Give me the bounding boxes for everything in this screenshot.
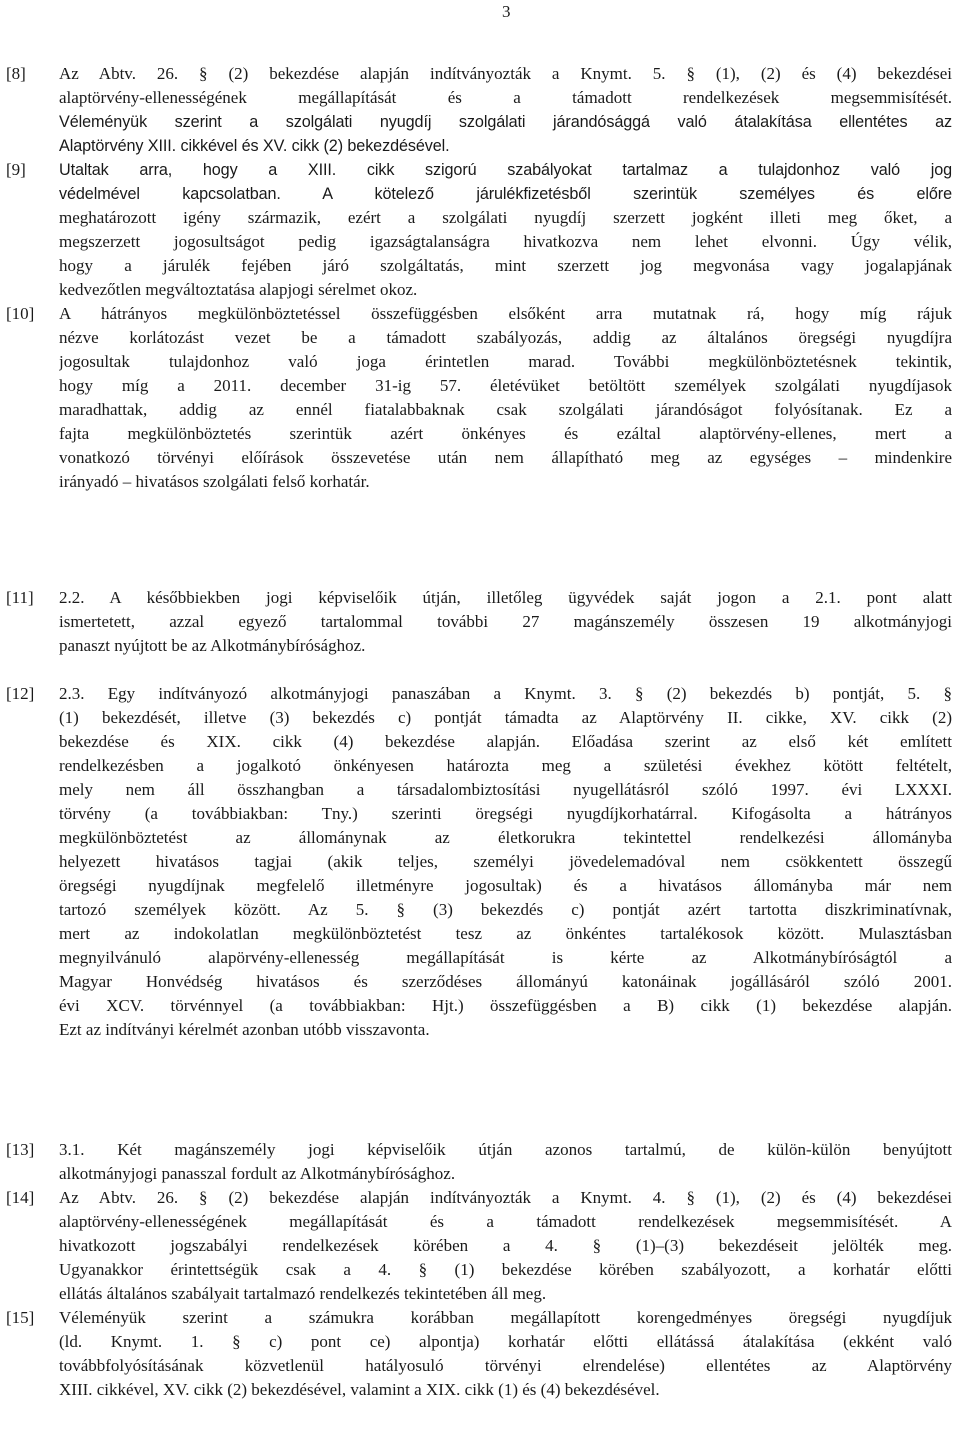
text-line: XIII. cikkével, XV. cikk (2) bekezdésével, valamint a XIX. cikk (1) és (4) bekezdésével. xyxy=(59,1380,660,1399)
paragraph-number: [13] xyxy=(6,1140,35,1159)
text-line: 2.2. A későbbiekben jogi képviselőik útján, illetőleg ügyvédek saját jogon a 2.1. pont alatt xyxy=(59,588,952,607)
text-line: Ugyanakkor érintettségük csak a 4. § (1) bekezdése körében szabályozott, a korhatár előtti xyxy=(59,1260,952,1279)
text-line: törvény (a továbbiakban: Tny.) szerinti öregségi nyugdíjkorhatárral. Kifogásolta a hátrányos xyxy=(59,804,952,823)
text-line: panaszt nyújtott be az Alkotmánybírósághoz. xyxy=(59,636,366,655)
text-line: helyezett hivatásos tagjai (akik teljes, személyi jövedelemadóval nem csökkentett összegű xyxy=(59,852,952,871)
text-line: Az Abtv. 26. § (2) bekezdése alapján indítványozták a Knymt. 5. § (1), (2) és (4) bekezdései xyxy=(59,64,952,83)
paragraph-number: [11] xyxy=(6,588,34,607)
paragraph-number: [15] xyxy=(6,1308,35,1327)
text-line: évi XCV. törvénnyel (a továbbiakban: Hjt.) összefüggésben a B) cikk (1) bekezdése alapján. xyxy=(59,996,952,1015)
text-line: ismertetett, azzal egyező tartalommal további 27 magánszemély összesen 19 alkotmányjogi xyxy=(59,612,952,631)
paragraph-text xyxy=(59,158,952,302)
text-line: A hátrányos megkülönböztetéssel összefüggésben elsőként arra mutatnak rá, hogy míg rájuk xyxy=(59,304,952,323)
text-line: meghatározott igény származik, ezért a szolgálati nyugdíj szerzett jogként illeti meg őket, a xyxy=(59,208,952,227)
paragraph-text xyxy=(59,586,952,658)
text-line: 2.3. Egy indítványozó alkotmányjogi panaszában a Knymt. 3. § (2) bekezdés b) pontját, 5. § xyxy=(59,684,952,703)
paragraph-number: [8] xyxy=(6,64,26,83)
paragraph-text xyxy=(59,302,952,494)
paragraph-text xyxy=(59,1306,952,1402)
text-line: Magyar Honvédség hivatásos és szerződéses állományú katonáinak jogállásáról szóló 2001. xyxy=(59,972,952,991)
paragraph-text xyxy=(59,1138,952,1186)
text-line: (ld. Knymt. 1. § c) pont ce) alpontja) korhatár előtti ellátássá átalakítása (ekként való xyxy=(59,1332,952,1351)
paragraph-number: [12] xyxy=(6,684,35,703)
text-line: 3.1. Két magánszemély jogi képviselőik útján azonos tartalmú, de külön-külön benyújtott xyxy=(59,1140,952,1159)
text-line: hogy míg a 2011. december 31-ig 57. életévüket betöltött személyek szolgálati nyugdíjasok xyxy=(59,376,952,395)
text-line: bekezdése és XIX. cikk (4) bekezdése alapján. Előadása szerint az első két említett xyxy=(59,732,952,751)
text-line: Utaltak arra, hogy a XIII. cikk szigorú szabályokat tartalmaz a tulajdonhoz való jog xyxy=(59,161,952,179)
paragraph-number: [9] xyxy=(6,160,26,179)
page-number: 3 xyxy=(502,2,511,21)
text-line: védelmével kapcsolatban. A kötelező járulékfizetésből szerintük személyes és előre xyxy=(59,185,952,203)
paragraph-number: [10] xyxy=(6,304,35,323)
text-line: megnyilvánuló alapörvény-ellenesség megállapítását is kérte az Alkotmánybíróságtól a xyxy=(59,948,952,967)
text-line: Ezt az indítványi kérelmét azonban utóbb visszavonta. xyxy=(59,1020,430,1039)
text-line: Véleményük szerint a szolgálati nyugdíj szolgálati járandósággá való átalakítása ellentétes az xyxy=(59,113,952,131)
text-line: fajta megkülönböztetés szerintük azért önkényes és ezáltal alaptörvény-ellenes, mert a xyxy=(59,424,952,443)
text-line: alkotmányjogi panasszal fordult az Alkotmánybírósághoz. xyxy=(59,1164,456,1183)
text-line: alaptörvény-ellenességének megállapítását és a támadott rendelkezések megsemmisítését. xyxy=(59,88,952,107)
text-line: ellátás általános szabályait tartalmazó rendelkezés tekintetében áll meg. xyxy=(59,1284,547,1303)
text-line: megkülönböztetést az állománynak az életkorukra tekintettel rendelkezési állományba xyxy=(59,828,952,847)
text-line: öregségi nyugdíjnak megfelelő illetményre jogosultak) és a hivatásos állományba már nem xyxy=(59,876,952,895)
text-line: vonatkozó törvényi előírások összevetése után nem állapítható meg az egységes – mindenkire xyxy=(59,448,952,467)
text-line: hogy a járulék fejében járó szolgáltatás, mint szerzett jog megvonása vagy jogalapjának xyxy=(59,256,952,275)
paragraph-text xyxy=(59,62,952,158)
text-line: megszerzett jogosultságot pedig igazságtalanságra hivatkozva nem lehet elvonni. Úgy vélik, xyxy=(59,232,952,251)
text-line: mert az indokolatlan megkülönböztetést tesz az önkéntes tartalékosok között. Mulasztásban xyxy=(59,924,952,943)
text-line: (1) bekezdését, illetve (3) bekezdés c) pontját támadta az Alaptörvény II. cikke, XV. cikk (2) xyxy=(59,708,952,727)
text-line: hivatkozott jogszabályi rendelkezések körében a 4. § (1)–(3) bekezdéseit jelölték meg. xyxy=(59,1236,952,1255)
paragraph-text xyxy=(59,1186,952,1306)
text-line: Az Abtv. 26. § (2) bekezdése alapján indítványozták a Knymt. 4. § (1), (2) és (4) bekezdései xyxy=(59,1188,952,1207)
paragraph-number: [14] xyxy=(6,1188,35,1207)
text-line: maradhattak, addig az ennél fiatalabbaknak csak szolgálati járandóságot folyósítanak. Ez a xyxy=(59,400,952,419)
text-line: Alaptörvény XIII. cikkével és XV. cikk (2) bekezdésével. xyxy=(59,137,450,155)
paragraph-text xyxy=(59,682,952,1042)
text-line: alaptörvény-ellenességének megállapítását és a támadott rendelkezések megsemmisítését. A xyxy=(59,1212,952,1231)
text-line: jogosultak tulajdonhoz való joga érintetlen marad. További megkülönböztetésnek tekintik, xyxy=(59,352,952,371)
text-line: rendelkezésben a jogalkotó önkényesen határozta meg a születési évekhez kötött feltételt, xyxy=(59,756,952,775)
text-line: mely nem áll összhangban a társadalombiztosítási nyugellátásról szóló 1997. évi LXXXI. xyxy=(59,780,952,799)
text-line: kedvezőtlen megváltoztatása alapjogi sérelmet okoz. xyxy=(59,280,418,299)
text-line: tartozó személyek között. Az 5. § (3) bekezdés c) pontját azért tartotta diszkriminatívnak, xyxy=(59,900,952,919)
text-line: Véleményük szerint a számukra korábban megállapított korengedményes öregségi nyugdíjuk xyxy=(59,1308,952,1327)
text-line: irányadó – hivatásos szolgálati felső korhatár. xyxy=(59,472,370,491)
text-line: nézve korlátozást vezet be a támadott szabályozás, addig az általános öregségi nyugdíjra xyxy=(59,328,952,347)
text-line: továbbfolyósításának közvetlenül hatályosuló törvényi elrendelése) ellentétes az Alaptörvény xyxy=(59,1356,952,1375)
